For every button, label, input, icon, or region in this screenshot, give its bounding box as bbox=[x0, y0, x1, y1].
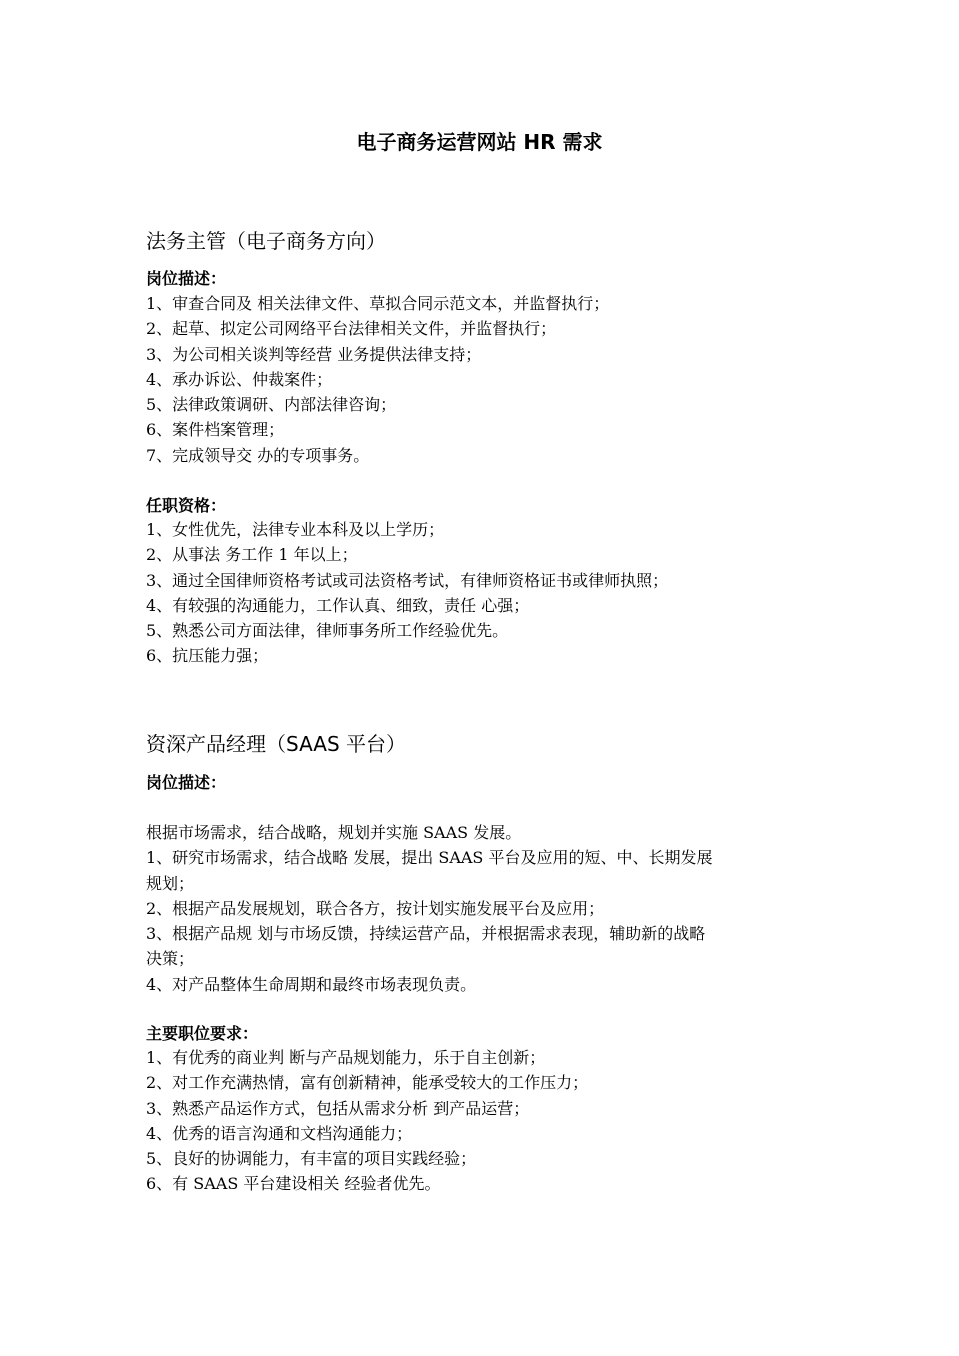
list-item: 4、有较强的沟通能力，工作认真、细致，责任 心强； bbox=[146, 595, 530, 615]
list-item: 5、法律政策调研、内部法律咨询； bbox=[146, 395, 397, 415]
list-item: 5、熟悉公司方面法律，律师事务所工作经验优先。 bbox=[146, 621, 509, 641]
list-item: 6、案件档案管理； bbox=[146, 420, 285, 440]
section-label-job-description: 岗位描述： bbox=[146, 269, 227, 288]
section-label-job-description: 岗位描述： bbox=[146, 773, 227, 792]
list-item: 规划； bbox=[146, 873, 195, 893]
requirements-list bbox=[146, 1045, 826, 1197]
section-label-qualifications: 任职资格： bbox=[146, 496, 227, 515]
list-item: 决策； bbox=[146, 949, 195, 969]
job-description-list bbox=[146, 820, 826, 997]
list-item: 4、对产品整体生命周期和最终市场表现负责。 bbox=[146, 974, 477, 994]
list-item: 4、优秀的语言沟通和文档沟通能力； bbox=[146, 1123, 413, 1143]
list-item: 2、根据产品发展规划，联合各方，按计划实施发展平台及应用； bbox=[146, 898, 605, 918]
qualifications-list bbox=[146, 517, 826, 669]
list-item: 4、承办诉讼、仲裁案件； bbox=[146, 369, 333, 389]
list-item: 3、为公司相关谈判等经营 业务提供法律支持； bbox=[146, 344, 482, 364]
list-item: 2、起草、拟定公司网络平台法律相关文件，并监督执行； bbox=[146, 319, 557, 339]
list-item: 2、从事法 务工作 1 年以上； bbox=[146, 545, 358, 565]
list-item: 3、根据产品规 划与市场反馈，持续运营产品，并根据需求表现，辅助新的战略 bbox=[146, 924, 706, 944]
list-item: 根据市场需求，结合战略，规划并实施 SAAS 发展。 bbox=[146, 823, 522, 842]
list-item: 3、熟悉产品运作方式，包括从需求分析 到产品运营； bbox=[146, 1098, 530, 1118]
section-label-main-requirements: 主要职位要求： bbox=[146, 1024, 259, 1043]
list-item: 1、有优秀的商业判 断与产品规划能力，乐于自主创新； bbox=[146, 1048, 546, 1067]
list-item: 3、通过全国律师资格考试或司法资格考试，有律师资格证书或律师执照； bbox=[146, 570, 669, 590]
document-title: 电子商务运营网站 HR 需求 bbox=[356, 130, 603, 154]
list-item: 1、研究市场需求，结合战略 发展，提出 SAAS 平台及应用的短、中、长期发展 bbox=[146, 848, 713, 868]
job-heading-senior-product-manager: 资深产品经理（SAAS 平台） bbox=[146, 732, 407, 756]
list-item: 6、抗压能力强； bbox=[146, 646, 269, 666]
list-item: 7、完成领导交 办的专项事务。 bbox=[146, 445, 370, 465]
list-item: 1、审查合同及 相关法律文件、草拟合同示范文本，并监督执行； bbox=[146, 294, 610, 313]
list-item: 5、良好的协调能力，有丰富的项目实践经验； bbox=[146, 1149, 477, 1169]
list-item: 2、对工作充满热情，富有创新精神，能承受较大的工作压力； bbox=[146, 1073, 589, 1093]
job-description-list bbox=[146, 291, 826, 468]
job-heading-legal-supervisor: 法务主管（电子商务方向） bbox=[146, 229, 386, 253]
list-item: 1、女性优先，法律专业本科及以上学历； bbox=[146, 520, 445, 539]
list-item: 6、有 SAAS 平台建设相关 经验者优先。 bbox=[146, 1174, 441, 1194]
